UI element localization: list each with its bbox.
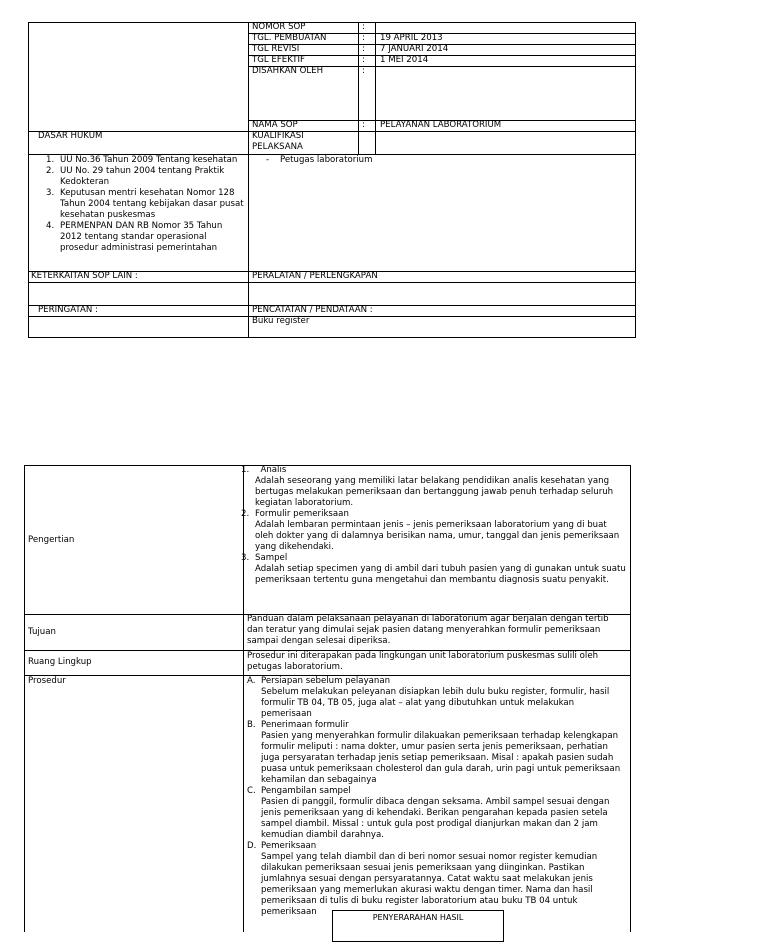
dasar-hukum-label: DASAR HUKUM [38,131,103,141]
list-item-text: Sebelum melakukan peleyanan disiapkan lebih dulu buku register, formulir, hasil formulir TB 04, TB 05, juga alat – alat yang dibutuhkan untuk melakukan pemerisaan [261,687,610,719]
list-item: 2. Formulir pemeriksaan [241,509,349,519]
field-label-disahkan-oleh: DISAHKAN OLEH [252,66,324,76]
field-label-nama-sop: NAMA SOP [252,120,298,130]
list-item: C. Pengambilan sampel [247,786,351,796]
list-item: 3. Keputusan mentri kesehatan Nomor 128 Tahun 2004 tentang kebijakan dasar pusat kesehatan puskesmas [46,188,244,220]
field-value-nama-sop: PELAYANAN LABORATORIUM [380,120,502,130]
field-label-tgl-pembuatan: TGL. PEMBUATAN [252,33,327,43]
list-item: B. Penerimaan formulir [247,720,349,730]
dasar-hukum-list [46,155,246,254]
field-sep: : [362,33,365,43]
kualifikasi-item: Petugas laboratorium [280,155,373,165]
list-item-text: Adalah setiap specimen yang di ambil dari tubuh pasien yang di gunakan untuk suatu pemeriksaan tertentu guna mengetahui dan membantu diagnosis suatu penyakit. [255,564,626,585]
kualifikasi-label: KUALIFIKASI PELAKSANA [252,131,304,152]
pencatatan-value: Buku register [252,316,310,326]
peringatan-label: PERINGATAN : [38,305,98,315]
prosedur-list [247,676,625,918]
kualifikasi-bullet: - [266,155,270,165]
field-sep: : [362,66,365,76]
peralatan-label: PERALATAN / PERLENGKAPAN [252,271,378,281]
field-label-tgl-revisi: TGL REVISI [252,44,300,54]
list-item: A. Persiapan sebelum pelayanan [247,676,391,686]
list-item: D. Pemeriksaan [247,841,317,851]
list-item: 4. PERMENPAN DAN RB Nomor 35 Tahun 2012 tentang standar operasional prosedur administrasi pemerintahan [46,221,223,253]
keterkaitan-label: KETERKAITAN SOP LAIN : [31,271,138,281]
list-item-text: Pasien yang menyerahkan formulir dilakuakan pemeriksaan terhadap kelengkapan formulir meliputi : nama dokter, umur pasien serta jenis pemeriksaan, perhatian juga persyaratan terhadap jenis setiap pemeriksaan. Misal : apakah pasien sudah puasa untuk pemeriksaan cholesterol dan gula darah, urin pagi untuk pemeriksaan kehamilan dan sebagainya [261,731,621,785]
list-item: 1. Analis [241,465,287,475]
ruang-lingkup-label: Ruang Lingkup [28,657,92,667]
pengertian-label: Pengertian [28,535,75,545]
tujuan-text: Panduan dalam pelaksanaan pelayanan di laboratorium agar berjalan dengan tertib dan teratur yang dimulai sejak pasien datang menyerahkan formulir pemeriksaan sampai dengan selesai diperiksa. [247,614,609,646]
field-label-nomor-sop: NOMOR SOP [252,22,306,32]
list-item-text: Sampel yang telah diambil dan di beri nomor sesuai nomor register kemudian dilakukan pemeriksaan sesuai jenis pemeriksaan yang diinginkan. Pastikan jumlahnya sesuai dengan persyaratannya. Catat waktu saat melakukan jenis pemeriksaan yang memerlukan akurasi waktu dengan timer. Nama dan hasil pemeriksaan di tulis di buku register laboratorium atau buku TB 04 untuk pemeriksaan [261,852,598,917]
list-item-text: Adalah seseorang yang memiliki latar belakang pendidikan analis kesehatan yang bertugas melakukan pemeriksaan dan bertanggung jawab penuh terhadap seluruh kegiatan laboratorium. [255,476,614,508]
field-sep: : [362,22,365,32]
prosedur-label: Prosedur [28,676,66,686]
field-label-tgl-efektif: TGL EFEKTIF [252,55,305,65]
list-item: 1. UU No.36 Tahun 2009 Tentang kesehatan [46,155,238,165]
list-item-text: Adalah lembaran permintaan jenis – jenis pemeriksaan laboratorium yang di buat oleh dokter yang di dalamnya berisikan nama, umur, tanggal dan jenis pemeriksaan yang dikehendaki. [255,520,620,552]
list-item-text: Pasien di panggil, formulir dibaca dengan seksama. Ambil sampel sesuai dengan jenis pemeriksaan yang di kehendaki. Berikan pengarahan kepada pasien setela sampel diambil. Missal : untuk gula post prodigal dianjurkan makan dan 2 jam kemudian diambil darahnya. [261,797,610,840]
list-item: 2. UU No. 29 tahun 2004 tentang Praktik Kedokteran [46,166,225,187]
pengertian-list [241,465,627,586]
pencatatan-label: PENCATATAN / PENDATAAN : [252,305,373,315]
field-value-tgl-pembuatan: 19 APRIL 2013 [380,33,443,43]
list-item: 3. Sampel [241,553,288,563]
tujuan-label: Tujuan [28,627,56,637]
field-value-tgl-efektif: 1 MEI 2014 [380,55,429,65]
ruang-lingkup-text: Prosedur ini diterapakan pada lingkungan unit laboratorium puskesmas sulili oleh petugas laboratorium. [247,651,599,672]
field-value-tgl-revisi: 7 JANUARI 2014 [380,44,449,54]
field-sep: : [362,44,365,54]
flow-box-penyerahan-hasil: PENYERARAHAN HASIL [332,910,504,942]
field-sep: : [362,55,365,65]
field-sep: : [362,120,365,130]
